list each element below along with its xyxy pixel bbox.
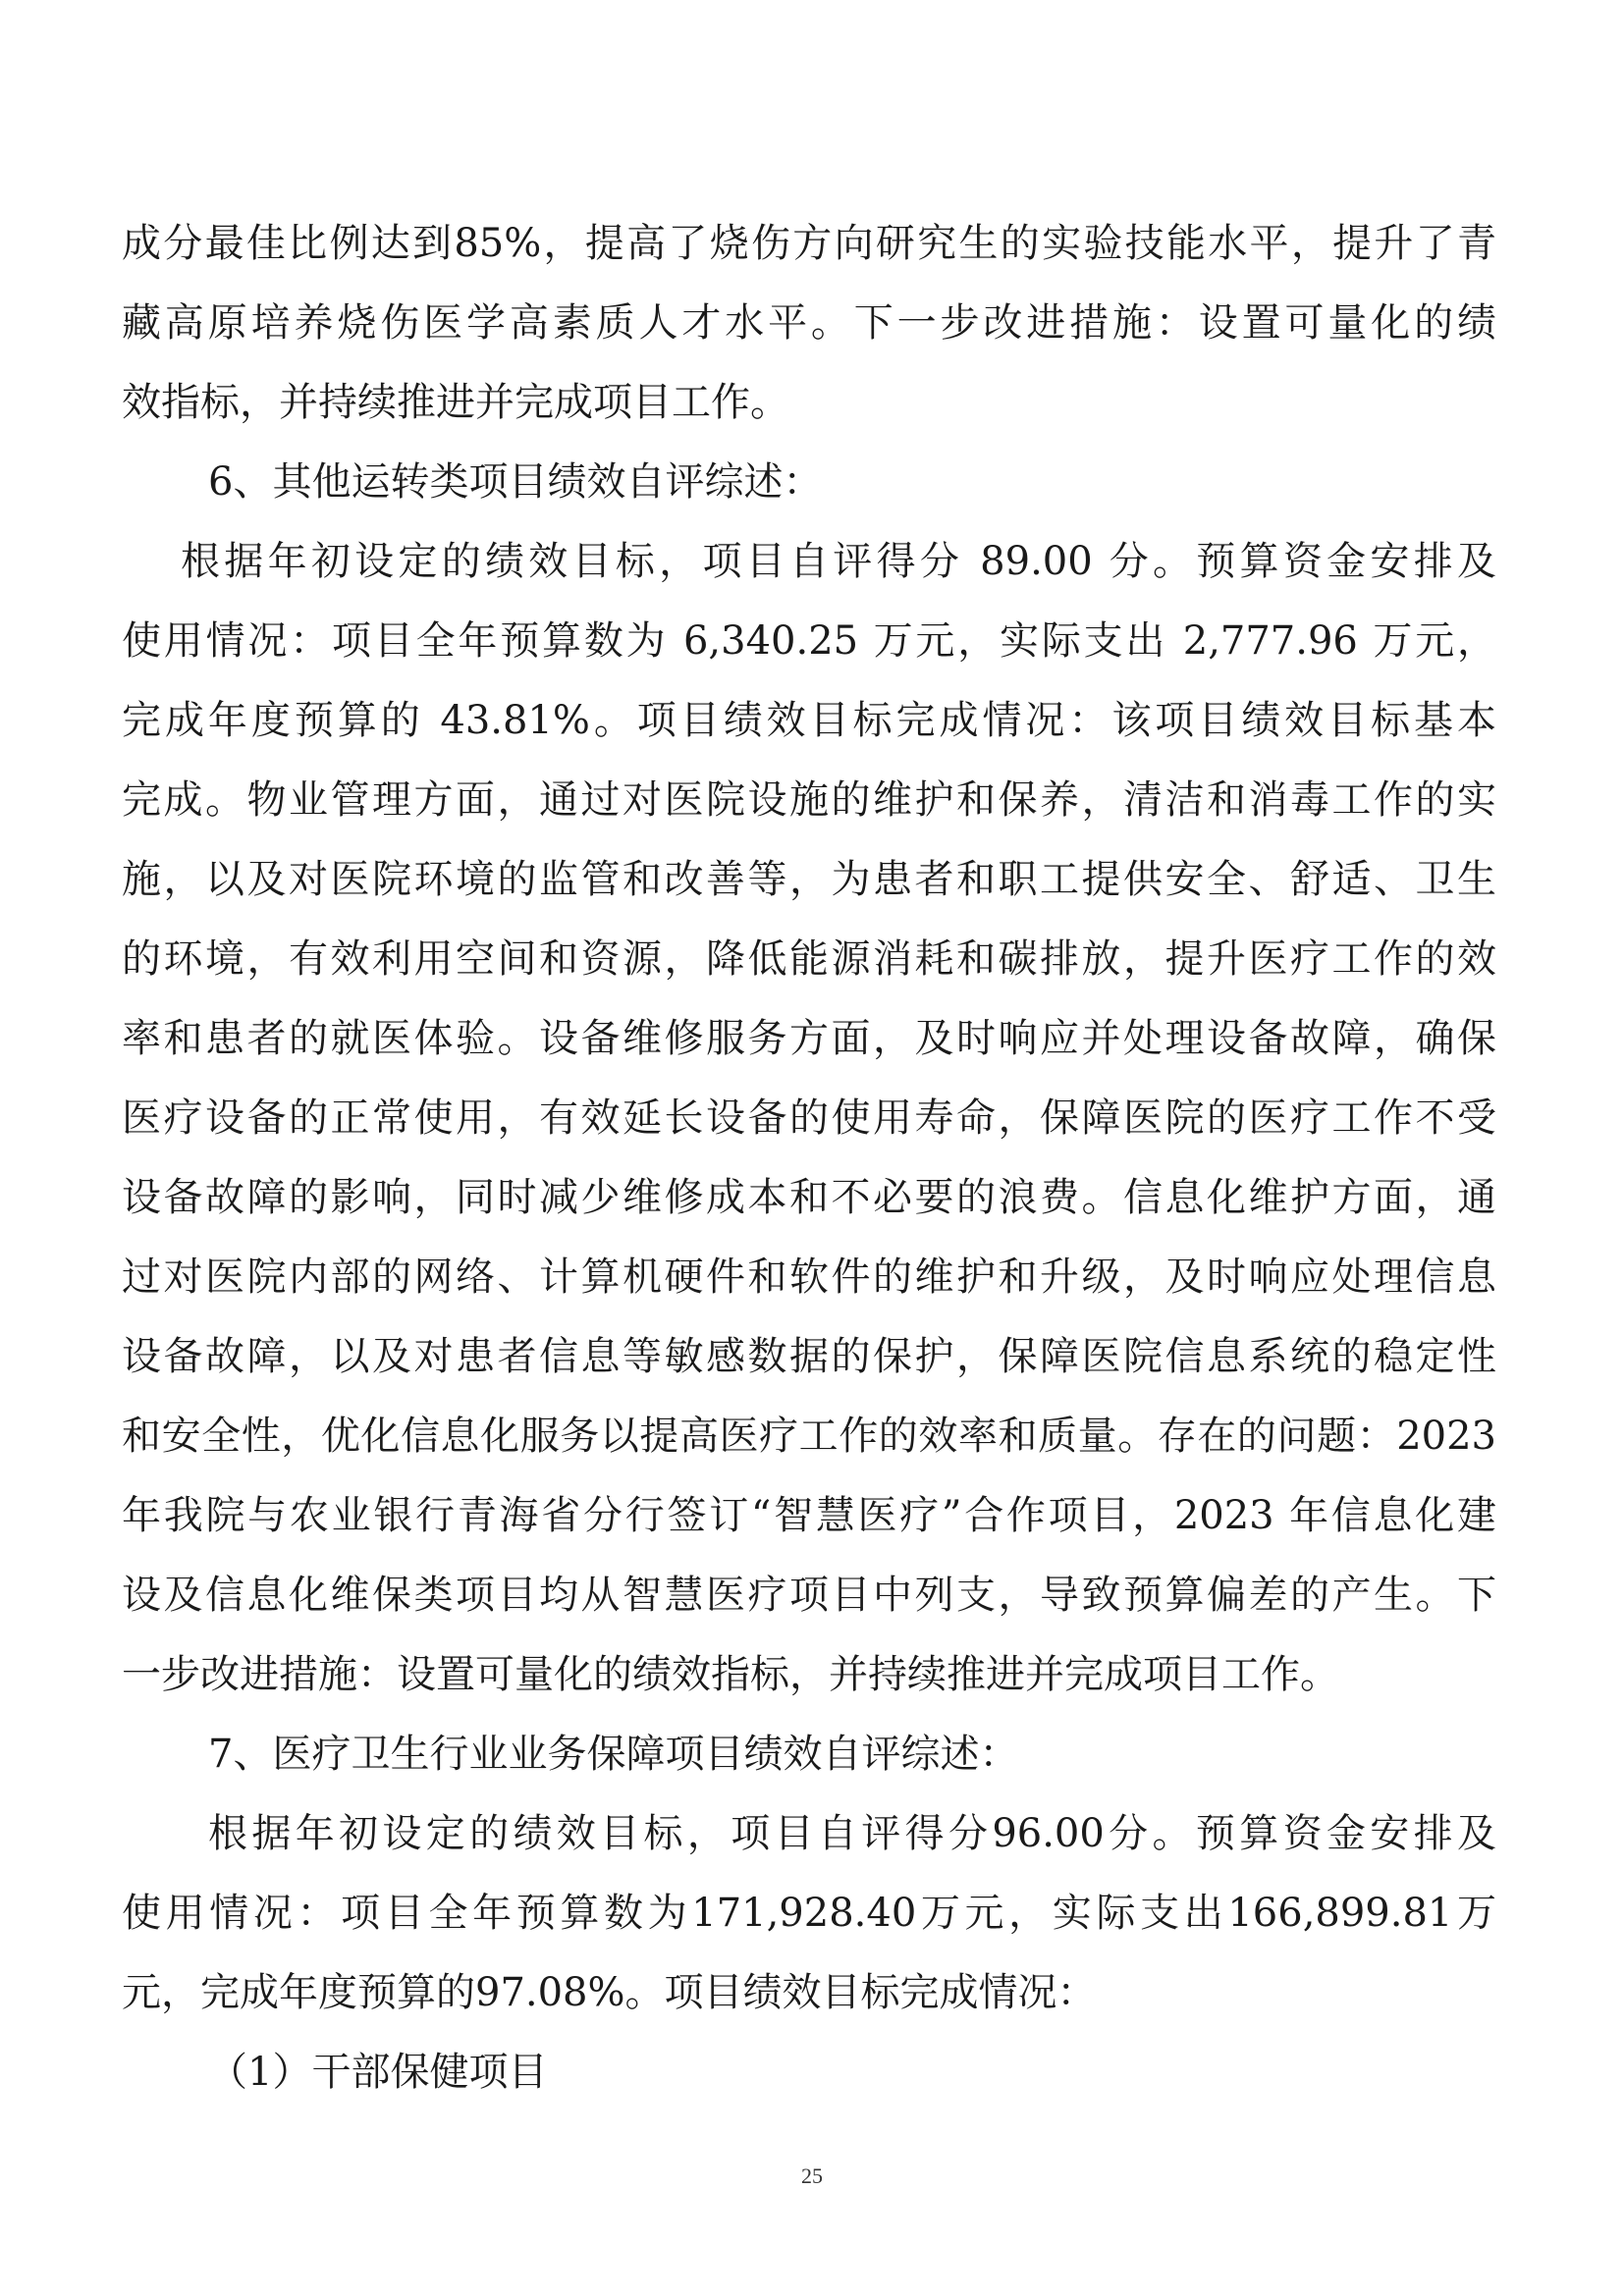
section-heading-7: 7、医疗卫生行业业务保障项目绩效自评综述： (208, 1732, 1019, 1777)
paragraph-line: 和安全性，优化信息化服务以提高医疗工作的效率和质量。存在的问题：2023 (122, 1414, 1496, 1459)
subsection-heading: （1）干部保健项目 (208, 2050, 548, 2095)
paragraph-line: 藏高原培养烧伤医学高素质人才水平。下一步改进措施：设置可量化的绩 (122, 300, 1496, 346)
paragraph-line: 成分最佳比例达到85%，提高了烧伤方向研究生的实验技能水平，提升了青 (122, 221, 1496, 266)
paragraph-line: 效指标，并持续推进并完成项目工作。 (122, 380, 789, 425)
paragraph-line: 设备故障的影响，同时减少维修成本和不必要的浪费。信息化维护方面，通 (122, 1175, 1496, 1220)
paragraph-line: 使用情况：项目全年预算数为 6,340.25 万元，实际支出 2,777.96 万元， (122, 618, 1496, 664)
paragraph-line: 的环境，有效利用空间和资源，降低能源消耗和碳排放，提升医疗工作的效 (122, 936, 1496, 982)
paragraph-line: 年我院与农业银行青海省分行签订“智慧医疗”合作项目，2023 年信息化建 (122, 1493, 1496, 1538)
paragraph-line: 一步改进措施：设置可量化的绩效指标，并持续推进并完成项目工作。 (122, 1652, 1339, 1697)
paragraph-line: 设及信息化维保类项目均从智慧医疗项目中列支，导致预算偏差的产生。下 (122, 1573, 1496, 1618)
paragraph-line: 根据年初设定的绩效目标，项目自评得分 89.00 分。预算资金安排及 (181, 539, 1496, 584)
paragraph-line: 率和患者的就医体验。设备维修服务方面，及时响应并处理设备故障，确保 (122, 1016, 1496, 1061)
paragraph-line: 施，以及对医院环境的监管和改善等，为患者和职工提供安全、舒适、卫生 (122, 857, 1496, 902)
paragraph-line: 医疗设备的正常使用，有效延长设备的使用寿命，保障医院的医疗工作不受 (122, 1095, 1496, 1141)
paragraph-line: 根据年初设定的绩效目标，项目自评得分96.00分。预算资金安排及 (208, 1811, 1496, 1856)
paragraph-line: 完成。物业管理方面，通过对医院设施的维护和保养，清洁和消毒工作的实 (122, 777, 1496, 823)
paragraph-line: 元，完成年度预算的97.08%。项目绩效目标完成情况： (122, 1970, 1097, 2015)
paragraph-line: 过对医院内部的网络、计算机硬件和软件的维护和升级，及时响应处理信息 (122, 1255, 1496, 1300)
paragraph-line: 完成年度预算的 43.81%。项目绩效目标完成情况：该项目绩效目标基本 (122, 698, 1496, 743)
section-heading-6: 6、其他运转类项目绩效自评综述： (208, 459, 823, 505)
paragraph-line: 设备故障，以及对患者信息等敏感数据的保护，保障医院信息系统的稳定性 (122, 1334, 1496, 1379)
paragraph-line: 使用情况：项目全年预算数为171,928.40万元，实际支出166,899.81万 (122, 1891, 1496, 1936)
page-number: 25 (801, 2163, 823, 2188)
